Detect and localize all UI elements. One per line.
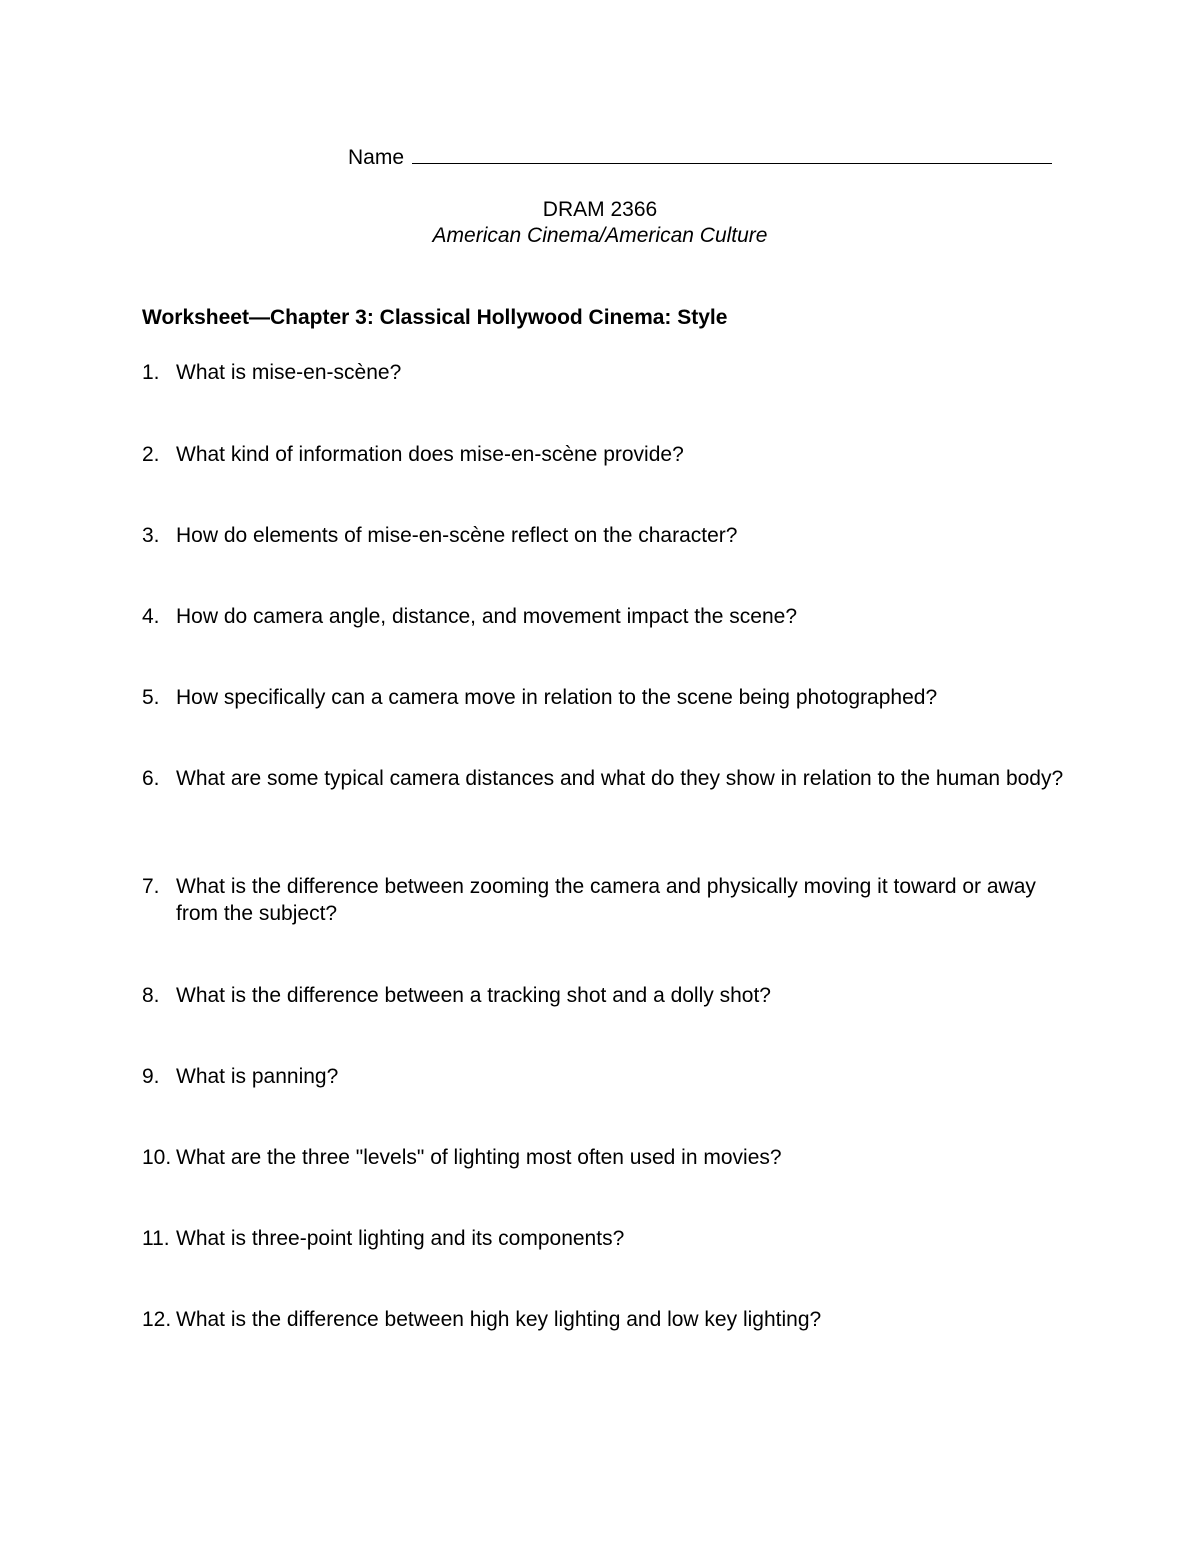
question-text: How specifically can a camera move in relation to the scene being photographed?: [176, 686, 938, 709]
question-text: What kind of information does mise-en-scène provide?: [176, 443, 684, 466]
question-item: [142, 684, 1072, 711]
question-text: How do camera angle, distance, and movement impact the scene?: [176, 605, 798, 628]
question-item: [142, 359, 1072, 386]
question-number: 1.: [142, 361, 160, 384]
question-text: What is the difference between a tracking shot and a dolly shot?: [176, 984, 771, 1007]
question-item: [142, 982, 1072, 1009]
question-number: 9.: [142, 1065, 160, 1088]
question-text: What are the three "levels" of lighting most often used in movies?: [176, 1146, 782, 1169]
question-item: [142, 873, 1072, 927]
question-item: [142, 603, 1072, 630]
question-item: [142, 1306, 1072, 1333]
question-text: What is the difference between zooming the camera and physically moving it toward or away from the subject?: [176, 875, 1036, 925]
question-number: 3.: [142, 524, 160, 547]
question-item: [142, 1063, 1072, 1090]
question-number: 5.: [142, 686, 160, 709]
name-blank-line[interactable]: [412, 143, 1052, 164]
question-number: 6.: [142, 767, 160, 790]
question-text: What is three-point lighting and its components?: [176, 1227, 625, 1250]
question-number: 4.: [142, 605, 160, 628]
question-item: [142, 522, 1072, 549]
question-number: 7.: [142, 875, 160, 898]
name-field: [348, 143, 1052, 171]
question-number: 10.: [142, 1146, 172, 1169]
question-number: 12.: [142, 1308, 172, 1331]
question-item: [142, 1144, 1072, 1171]
question-number: 8.: [142, 984, 160, 1007]
worksheet-heading: Worksheet—Chapter 3: Classical Hollywood Cinema: Style: [142, 306, 728, 329]
question-item: [142, 765, 1072, 792]
question-text: What is panning?: [176, 1065, 339, 1088]
question-item: [142, 1225, 1072, 1252]
question-item: [142, 441, 1072, 468]
name-label: Name: [348, 146, 405, 169]
question-text: What are some typical camera distances and what do they show in relation to the human body?: [176, 767, 1064, 790]
course-code: DRAM 2366: [542, 198, 658, 221]
question-number: 2.: [142, 443, 160, 466]
question-text: What is mise-en-scène?: [176, 361, 402, 384]
course-title: American Cinema/American Culture: [432, 224, 768, 247]
question-text: How do elements of mise-en-scène reflect on the character?: [176, 524, 738, 547]
question-number: 11.: [142, 1227, 170, 1250]
question-text: What is the difference between high key lighting and low key lighting?: [176, 1308, 822, 1331]
